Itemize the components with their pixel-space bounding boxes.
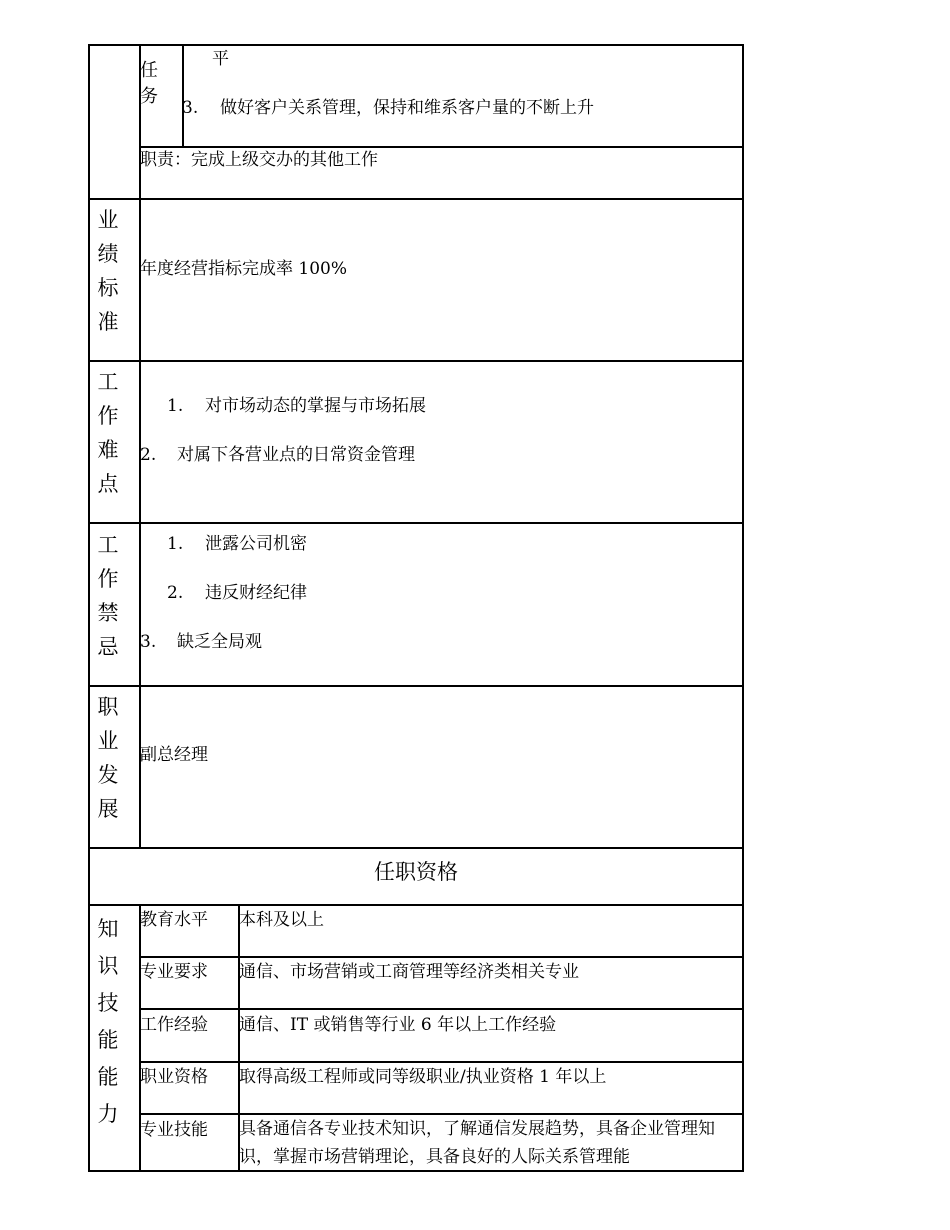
row-divider-prohibitions [88,685,744,687]
label-char: 识 [97,954,119,978]
task-label [140,58,164,110]
label-char: 工 [97,533,119,557]
row-divider-career [88,847,744,849]
label-char: 标 [97,276,119,300]
qual-key: 工作经验 [140,1015,208,1035]
label-char: 作 [97,567,119,591]
difficulty-item-number: 1. [167,396,184,416]
qual-value: 通信、市场营销或工商管理等经济类相关专业 [239,962,579,982]
difficulty-item-text: 对属下各营业点的日常资金管理 [177,445,415,465]
qual-value: 通信、IT 或销售等行业 6 年以上工作经验 [239,1015,557,1035]
label-char: 工 [97,370,119,394]
qual-row-divider-3 [139,1061,744,1063]
qualifications-label [90,911,126,1133]
label-char: 点 [97,472,119,496]
career-label [90,690,126,826]
task-item-3-number: 3. [182,98,199,118]
performance-label [90,203,126,339]
prohibition-item-number: 3. [140,632,157,652]
task-inner-divider [182,44,184,146]
row-divider-difficulties [88,522,744,524]
table-border-right [742,44,744,1172]
difficulties-label [90,365,126,501]
qual-value: 取得高级工程师或同等级职业/执业资格 1 年以上 [239,1067,607,1087]
label-char: 能 [97,1065,119,1089]
row-divider-task [139,146,744,148]
label-char: 业 [97,208,119,232]
prohibition-item-text: 缺乏全局观 [177,632,262,652]
label-char: 展 [97,797,119,821]
label-char: 准 [97,310,119,334]
row-divider-qual-title [88,904,744,906]
qualifications-title: 任职资格 [374,860,458,884]
label-char: 发 [97,763,119,787]
label-char: 技 [97,991,119,1015]
label-char: 绩 [97,242,119,266]
prohibitions-label [90,528,126,664]
label-char: 知 [97,917,119,941]
qual-key: 专业要求 [140,962,208,982]
prohibition-item-number: 2. [167,583,184,603]
table-border-top [88,44,744,46]
label-char: 禁 [97,601,119,625]
difficulty-item-number: 2. [140,445,157,465]
task-label-char: 任 [140,60,158,81]
qual-key: 教育水平 [140,910,208,930]
task-item-3-text: 做好客户关系管理，保持和维系客户量的不断上升 [220,98,594,118]
label-char: 力 [97,1102,119,1126]
qual-row-divider-1 [139,956,744,958]
qual-key: 职业资格 [140,1067,208,1087]
qual-row-divider-2 [139,1008,744,1010]
duty-text: 职责：完成上级交办的其他工作 [140,150,378,170]
label-char: 能 [97,1028,119,1052]
label-char: 忌 [97,635,119,659]
row-divider-performance [88,360,744,362]
prohibition-item-number: 1. [167,534,184,554]
label-char: 业 [97,729,119,753]
prohibition-item-text: 违反财经纪律 [205,583,307,603]
label-char: 职 [97,695,119,719]
row-divider-duty [88,198,744,200]
career-text: 副总经理 [140,745,208,765]
difficulty-item-text: 对市场动态的掌握与市场拓展 [205,396,426,416]
qual-key: 专业技能 [140,1120,208,1140]
qual-value: 本科及以上 [239,910,324,930]
task-label-char: 务 [140,86,158,107]
task-item-fragment: 平 [212,49,229,69]
qual-value: 具备通信各专业技术知识，了解通信发展趋势，具备企业管理知识，掌握市场营销理论，具备良好的人际关系管理能 [239,1119,715,1167]
prohibition-item-text: 泄露公司机密 [205,534,307,554]
label-char: 作 [97,404,119,428]
label-char: 难 [97,438,119,462]
performance-text: 年度经营指标完成率 100% [140,259,348,279]
